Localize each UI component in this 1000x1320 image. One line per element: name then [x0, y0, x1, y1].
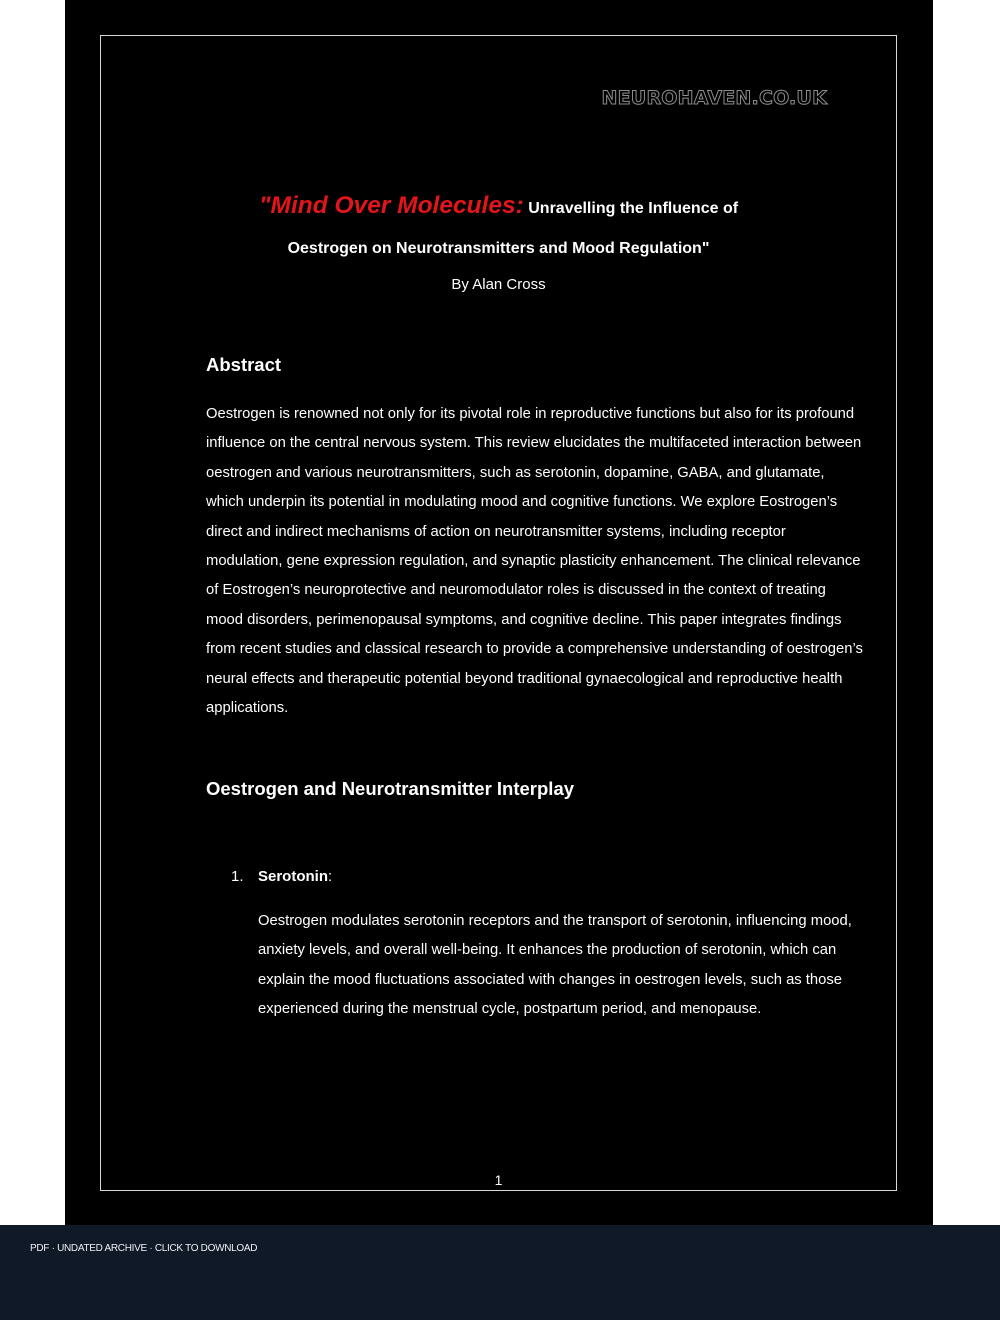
section-heading: Oestrogen and Neurotransmitter Interplay: [206, 778, 575, 799]
download-link[interactable]: PDF · UNDATED ARCHIVE · CLICK TO DOWNLOAD: [30, 1243, 258, 1254]
document-page: [65, 0, 933, 1225]
author-byline: By Alan Cross: [451, 276, 546, 293]
download-footer-bar[interactable]: [0, 1225, 1000, 1320]
page-number: 1: [494, 1172, 503, 1188]
title-subtitle-part: Unravelling the Influence of: [528, 200, 739, 217]
abstract-body: Oestrogen is renowned not only for its pivotal role in reproductive functions but also for its profound influence on the central nervous system. This review elucidates the multifaceted interaction between oestrogen and various neurotransmitters, such as serotonin, dopamine, GABA, and glutamate, which underpin its potential in modulating mood and cognitive functions. We explore Eostrogen’s direct and indirect mechanisms of action on neurotransmitter systems, including receptor modulation, gene expression regulation, and synaptic plasticity enhancement. The clinical relevance of Eostrogen’s neuroprotective and neuromodulator roles is discussed in the context of treating mood disorders, perimenopausal symptoms, and cognitive decline. This paper integrates findings from recent studies and classical research to provide a comprehensive understanding of oestrogen’s neural effects and therapeutic potential beyond traditional gynaecological and reproductive health applications.: [206, 406, 863, 717]
site-watermark: NEUROHAVEN.CO.UK: [601, 87, 827, 109]
title-accent: "Mind Over Molecules:: [258, 192, 524, 219]
abstract-heading: Abstract: [206, 354, 282, 375]
list-item-term-colon: :: [328, 868, 333, 885]
list-item-term-bold: Serotonin: [258, 868, 328, 885]
list-item-number: 1.: [231, 868, 244, 885]
title-block: [101, 184, 896, 301]
page-border-frame: [100, 35, 897, 1191]
list-item-body: Oestrogen modulates serotonin receptors and the transport of serotonin, influencing mood, anxiety levels, and overall well-being. It enhances the production of serotonin, which can explain the mood fluctuations associated with changes in oestrogen levels, such as those experienced during the menstrual cycle, postpartum period, and menopause.: [258, 913, 852, 1018]
title-line-2: Oestrogen on Neurotransmitters and Mood Regulation": [287, 240, 710, 257]
title-line-1: [101, 184, 896, 228]
list-item-term: [258, 868, 332, 885]
